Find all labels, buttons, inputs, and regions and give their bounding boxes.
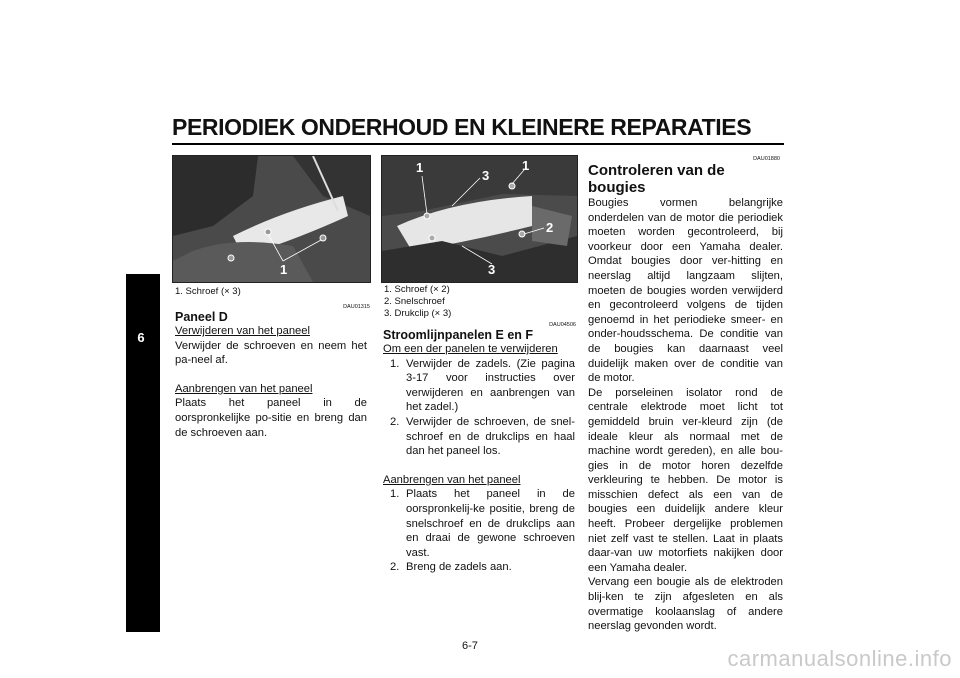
paragraph: De porseleinen isolator rond de centrale elektrode moet licht tot gemiddeld bruin ver-kleurd zijn (de ideale kleur als normaal met de machine wordt gereden), en alle bou-gies in de motor horen dezelfde verkleuring te hebben. De motor is misschien defect als een van de bougies een duidelijk andere kleur heeft. Probeer dergelijke problemen niet zelf vast te stellen. Laat in plaats daar-van uw motorfiets nakijken door een Yamaha dealer.: [588, 386, 783, 574]
caption-item: 2. Snelschroef: [384, 296, 445, 307]
section-heading: Stroomlijnpanelen E en F: [383, 328, 534, 342]
caption-item: 3. Drukclip (× 3): [384, 308, 452, 319]
page-number: 6-7: [462, 640, 478, 652]
callout-3-top: 3: [482, 168, 490, 183]
list-item: 1. Plaats het paneel in de oorspronkelij-ke positie, breng de snelschroef en de drukclips aan en draai de gewone schroeven vast.: [390, 488, 575, 559]
column-1-text: [175, 310, 367, 440]
callout-1: 1: [280, 262, 288, 277]
subheading-install: Aanbrengen van het paneel: [175, 382, 313, 395]
install-steps: [383, 487, 575, 575]
list-item: 1. Verwijder de zadels. (Zie pagina 3-17 voor instructies over verwijderen en aanbrengen van het zadel.): [390, 357, 575, 414]
watermark: carmanualsonline.info: [727, 646, 952, 671]
subheading-remove: Verwijderen van het paneel: [175, 325, 310, 337]
subheading-remove: Om een der panelen te verwijderen: [383, 343, 558, 355]
column-3-text: [588, 162, 783, 634]
chapter-tab: [126, 274, 160, 632]
page-title: PERIODIEK ONDERHOUD EN KLEINERE REPARATIES: [172, 114, 752, 140]
paragraph: Vervang een bougie als de elektroden blij-ken te zijn afgesleten en als overmatige koolaanslag of andere neerslag gevonden wordt.: [588, 576, 783, 633]
panel-d-illustration: [173, 156, 370, 282]
caption-list: [384, 284, 574, 320]
chapter-tab-number: 6: [137, 330, 145, 345]
subheading-install: Aanbrengen van het paneel: [383, 473, 521, 486]
caption-item: 1. Schroef (× 2): [384, 284, 450, 295]
paragraph: Bougies vormen belangrijke onderdelen van de motor die periodiek moeten worden gecontroleerd, bij voorkeur door een Yamaha dealer. Omdat bougies door ver-hitting en neerslag altijd langzaam slijten, moeten de bougies worden verwijderd en gecontroleerd volgens de tijden genoemd in het periodieke smeer- en onder-houdsschema. De conditie van de bougies kan daarnaast veel duidelijk maken over de conditie van de motor.: [588, 197, 783, 385]
column-2-text: [383, 328, 575, 575]
callout-1-right: 1: [522, 158, 530, 173]
callout-1-left: 1: [416, 160, 424, 175]
remove-steps: [383, 357, 575, 459]
section-code: DAU01880: [753, 156, 780, 162]
callout-2: 2: [546, 220, 554, 235]
section-code: DAU04506: [549, 322, 576, 328]
list-item: 2. Verwijder de schroeven, de snel-schroef en de drukclips en haal dan het paneel los.: [390, 415, 575, 458]
panels-e-f-illustration: [382, 156, 577, 282]
section-code: DAU01315: [343, 304, 370, 310]
caption-item: 1. Schroef (× 3): [175, 286, 241, 297]
list-item: 2. Breng de zadels aan.: [390, 561, 512, 574]
panel-d-photo: [172, 155, 371, 283]
title-rule: [172, 143, 784, 145]
callout-3-bottom: 3: [488, 262, 496, 277]
install-paragraph: Plaats het paneel in de oorspronkelijke po-sitie en breng dan de schroeven aan.: [175, 397, 367, 439]
remove-paragraph: Verwijder de schroeven en neem het pa-neel af.: [175, 339, 367, 367]
caption-list: [175, 286, 365, 298]
section-heading: Paneel D: [175, 310, 228, 324]
panels-e-f-photo: [381, 155, 578, 283]
section-heading: Controleren van de bougies: [588, 162, 725, 196]
